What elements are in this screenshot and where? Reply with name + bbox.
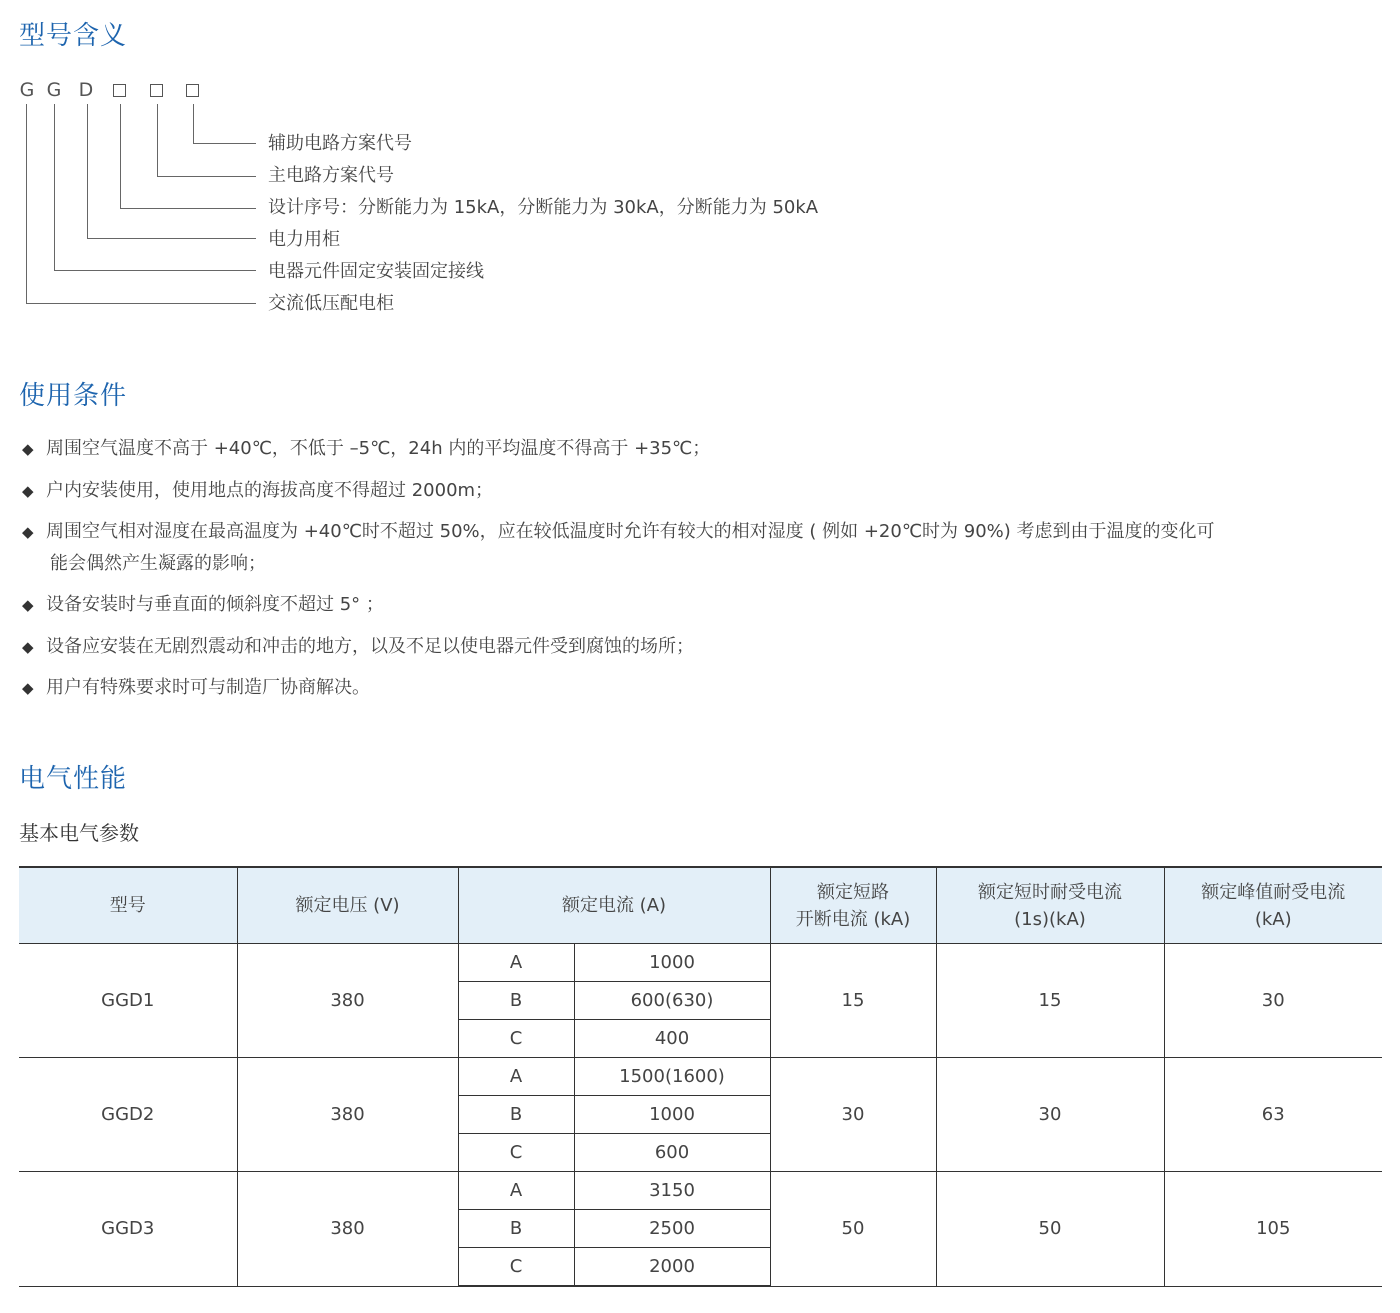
header-peak-line1: 额定峰值耐受电流 — [1201, 881, 1346, 903]
connector-line — [120, 208, 256, 209]
cell-current: 1000 — [574, 944, 770, 982]
cell-current: 400 — [574, 1020, 770, 1058]
table-header-row — [19, 867, 1382, 944]
table-subheading: 基本电气参数 — [19, 821, 139, 845]
cell-model: GGD1 — [19, 944, 237, 1058]
diamond-bullet-icon: ◆ — [22, 638, 34, 656]
cell-short-time-current: 30 — [936, 1058, 1164, 1172]
diamond-bullet-icon: ◆ — [22, 523, 34, 541]
cell-breaking-current: 30 — [770, 1058, 936, 1172]
header-breaking-current-line2: 开断电流 (kA) — [795, 908, 911, 930]
condition-item — [22, 631, 1352, 663]
code-description: 辅助电路方案代号 — [268, 133, 412, 154]
condition-text: 户内安装使用，使用地点的海拔高度不得超过 2000m； — [46, 480, 494, 501]
section-title-model-meaning: 型号含义 — [19, 21, 128, 51]
cell-breaking-current: 50 — [770, 1172, 936, 1287]
code-letter-1: G — [19, 79, 35, 101]
condition-text: 设备应安装在无剧烈震动和冲击的地方，以及不足以使电器元件受到腐蚀的场所； — [46, 636, 694, 657]
section-title-conditions: 使用条件 — [19, 381, 128, 411]
code-description: 电力用柜 — [268, 229, 340, 250]
cell-grade: C — [458, 1020, 574, 1058]
table-row — [19, 1058, 1382, 1096]
diamond-bullet-icon: ◆ — [22, 596, 34, 614]
condition-item — [22, 589, 1352, 621]
cell-voltage: 380 — [237, 944, 458, 1058]
condition-text: 周围空气温度不高于 +40℃，不低于 –5℃，24h 内的平均温度不得高于 +35℃； — [46, 438, 711, 459]
table-row — [19, 944, 1382, 982]
electrical-parameters-table — [19, 866, 1382, 1287]
cell-current: 1000 — [574, 1096, 770, 1134]
code-letter-3: D — [78, 79, 94, 101]
cell-breaking-current: 15 — [770, 944, 936, 1058]
code-description: 交流低压配电柜 — [268, 293, 394, 314]
cell-current: 600(630) — [574, 982, 770, 1020]
condition-item — [22, 516, 1352, 580]
cell-grade: B — [458, 1096, 574, 1134]
code-letter-2: G — [46, 79, 62, 101]
cell-model: GGD2 — [19, 1058, 237, 1172]
code-placeholder-box-2 — [150, 84, 163, 97]
cell-grade: A — [458, 944, 574, 982]
connector-line — [26, 104, 27, 303]
cell-peak-current: 30 — [1164, 944, 1382, 1058]
header-model: 型号 — [19, 867, 237, 944]
cell-current: 1500(1600) — [574, 1058, 770, 1096]
connector-line — [87, 238, 256, 239]
diamond-bullet-icon: ◆ — [22, 440, 34, 458]
header-short-time-line2: (1s)(kA) — [1014, 908, 1086, 930]
cell-model: GGD3 — [19, 1172, 237, 1287]
condition-text: 周围空气相对湿度在最高温度为 +40℃时不超过 50%，应在较低温度时允许有较大的相对湿度 ( 例如 +20℃时为 90%) 考虑到由于温度的变化可 — [46, 521, 1215, 542]
code-description: 主电路方案代号 — [268, 165, 394, 186]
connector-line — [157, 176, 256, 177]
condition-text: 设备安装时与垂直面的倾斜度不超过 5° ； — [46, 594, 384, 615]
header-voltage: 额定电压 (V) — [237, 867, 458, 944]
condition-text: 用户有特殊要求时可与制造厂协商解决。 — [46, 677, 370, 698]
connector-line — [26, 303, 256, 304]
cell-grade: B — [458, 982, 574, 1020]
cell-grade: C — [458, 1134, 574, 1172]
cell-grade: A — [458, 1058, 574, 1096]
header-breaking-current — [770, 867, 936, 944]
condition-item — [22, 672, 1352, 704]
code-placeholder-box-3 — [186, 84, 199, 97]
cell-grade: C — [458, 1248, 574, 1287]
connector-line — [193, 104, 194, 143]
cell-voltage: 380 — [237, 1058, 458, 1172]
cell-current: 3150 — [574, 1172, 770, 1210]
header-short-time-line1: 额定短时耐受电流 — [978, 881, 1122, 903]
cell-short-time-current: 15 — [936, 944, 1164, 1058]
header-breaking-current-line1: 额定短路 — [817, 881, 889, 903]
header-short-time-current — [936, 867, 1164, 944]
connector-line — [120, 104, 121, 208]
diamond-bullet-icon: ◆ — [22, 679, 34, 697]
diamond-bullet-icon: ◆ — [22, 482, 34, 500]
connector-line — [87, 104, 88, 238]
connector-line — [193, 143, 256, 144]
cell-grade: B — [458, 1210, 574, 1248]
code-placeholder-box-1 — [113, 84, 126, 97]
cell-current: 2000 — [574, 1248, 770, 1287]
cell-peak-current: 63 — [1164, 1058, 1382, 1172]
condition-item — [22, 433, 1352, 465]
condition-text-continued: 能会偶然产生凝露的影响； — [50, 553, 266, 574]
code-description: 电器元件固定安装固定接线 — [268, 261, 484, 282]
cell-grade: A — [458, 1172, 574, 1210]
code-description: 设计序号：分断能力为 15kA，分断能力为 30kA，分断能力为 50kA — [268, 197, 819, 218]
connector-line — [54, 270, 256, 271]
cell-short-time-current: 50 — [936, 1172, 1164, 1287]
section-title-electrical: 电气性能 — [19, 764, 128, 794]
connector-line — [157, 104, 158, 176]
cell-current: 600 — [574, 1134, 770, 1172]
condition-item — [22, 475, 1352, 507]
header-peak-current — [1164, 867, 1382, 944]
table-row — [19, 1172, 1382, 1210]
connector-line — [54, 104, 55, 270]
header-peak-line2: (kA) — [1254, 908, 1292, 930]
cell-peak-current: 105 — [1164, 1172, 1382, 1287]
header-current: 额定电流 (A) — [458, 867, 770, 944]
cell-current: 2500 — [574, 1210, 770, 1248]
cell-voltage: 380 — [237, 1172, 458, 1287]
